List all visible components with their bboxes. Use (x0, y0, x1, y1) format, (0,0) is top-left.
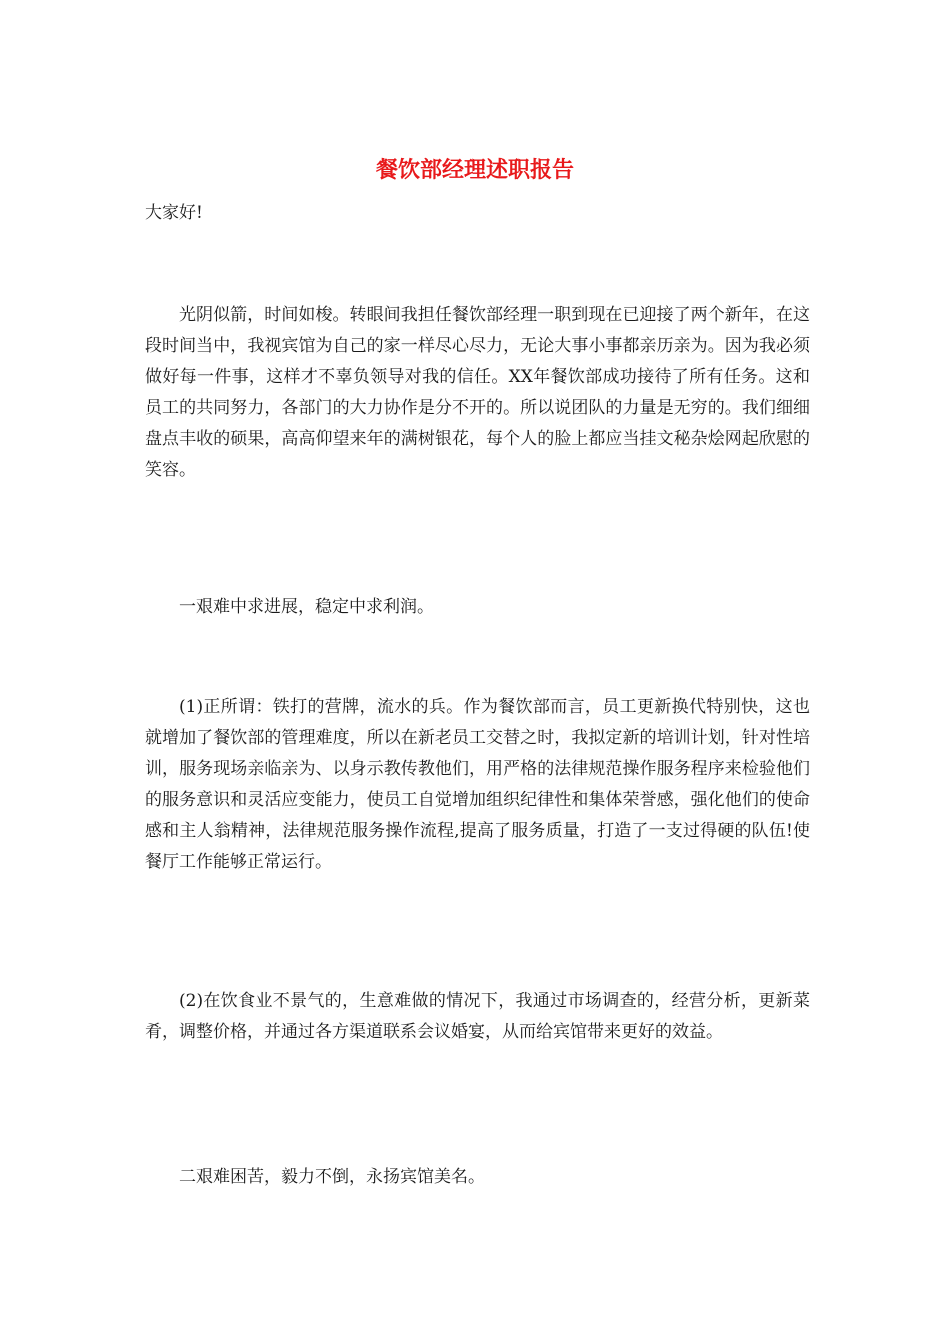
paragraph-intro: 光阴似箭，时间如梭。转眼间我担任餐饮部经理一职到现在已迎接了两个新年，在这段时间当中，我视宾馆为自己的家一样尽心尽力，无论大事小事都亲历亲为。因为我必须做好每一件事，这样才不辜负领导对我的信任。XX年餐饮部成功接待了所有任务。这和员工的共同努力，各部门的大力协作是分不开的。所以说团队的力量是无穷的。我们细细盘点丰收的硕果，高高仰望来年的满树银花，每个人的脸上都应当挂文秘杂烩网起欣慰的笑容。 (145, 305, 810, 480)
section-heading-one: 一艰难中求进展，稳定中求利润。 (179, 597, 434, 617)
greeting-line: 大家好! (145, 203, 203, 223)
document-title: 餐饮部经理述职报告 (375, 157, 574, 183)
section-heading-two: 二艰难困苦，毅力不倒，永扬宾馆美名。 (179, 1167, 485, 1187)
paragraph-item-two: (2)在饮食业不景气的，生意难做的情况下，我通过市场调查的，经营分析，更新菜肴，调整价格，并通过各方渠道联系会议婚宴，从而给宾馆带来更好的效益。 (145, 991, 810, 1042)
paragraph-item-one: (1)正所谓：铁打的营牌，流水的兵。作为餐饮部而言，员工更新换代特别快，这也就增加了餐饮部的管理难度，所以在新老员工交替之时，我拟定新的培训计划，针对性培训，服务现场亲临亲为、以身示教传教他们，用严格的法律规范操作服务程序来检验他们的服务意识和灵活应变能力，使员工自觉增加组织纪律性和集体荣誉感，强化他们的使命感和主人翁精神，法律规范服务操作流程,提高了服务质量，打造了一支过得硬的队伍!使餐厅工作能够正常运行。 (145, 697, 810, 872)
